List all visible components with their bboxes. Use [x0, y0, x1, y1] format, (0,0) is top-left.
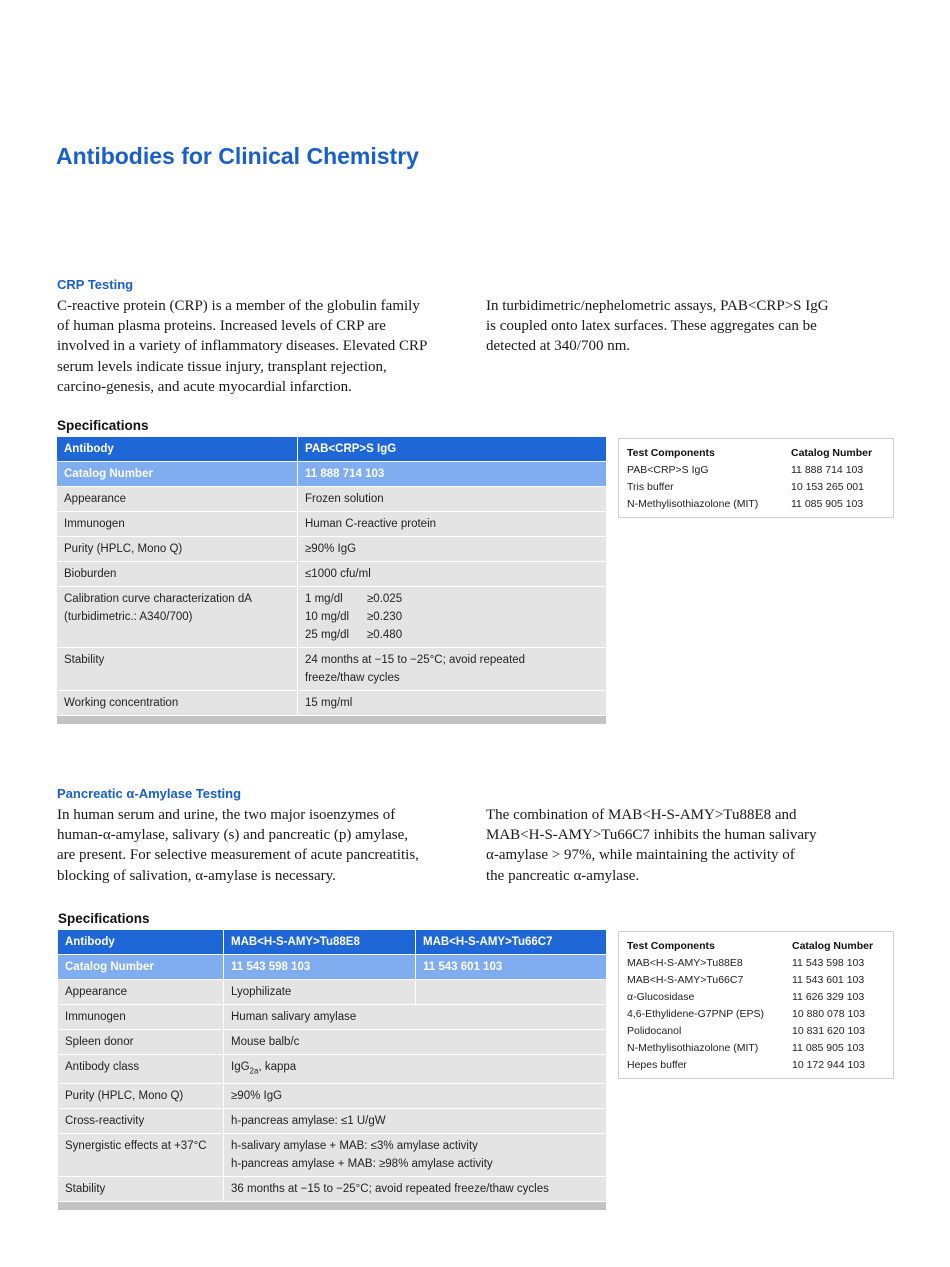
table-footer-bar	[57, 716, 606, 724]
immunogen-label: Immunogen	[57, 512, 298, 537]
calibration-values	[298, 587, 606, 648]
table-row	[619, 1040, 893, 1057]
table-row	[619, 1023, 893, 1040]
antibody-label: Antibody	[57, 437, 298, 462]
table-row	[619, 479, 893, 496]
class-value	[224, 1055, 606, 1084]
table-row	[619, 1057, 893, 1078]
text-line: human-α-amylase, salivary (s) and pancreatic (p) amylase,	[57, 827, 409, 844]
component-name: N-Methylisothiazolone (MIT)	[627, 498, 759, 510]
text-line: The combination of MAB<H-S-AMY>Tu88E8 and	[486, 807, 797, 823]
crp-intro-right	[486, 296, 829, 357]
calibration-row	[305, 626, 600, 644]
component-number: 11 085 905 103	[791, 498, 864, 510]
component-number: 10 172 944 103	[792, 1059, 865, 1071]
components-col-header: Test Components	[627, 447, 715, 459]
catalog-value: 11 888 714 103	[298, 462, 606, 487]
component-number: 10 153 265 001	[791, 481, 864, 493]
calibration-label	[57, 587, 298, 648]
antibody-label: Antibody	[58, 930, 224, 955]
table-row	[619, 496, 893, 517]
appearance-label: Appearance	[57, 487, 298, 512]
catalog-col-header: Catalog Number	[792, 940, 874, 952]
stability-value	[298, 648, 606, 691]
component-name: 4,6-Ethylidene-G7PNP (EPS)	[627, 1008, 764, 1020]
appearance-label: Appearance	[58, 980, 224, 1005]
table-row	[57, 487, 606, 512]
text-line: involved in a variety of inflammatory diseases. Elevated CRP	[57, 338, 428, 355]
component-number: 11 888 714 103	[791, 464, 864, 476]
table-row	[58, 1055, 606, 1084]
empty-cell	[416, 980, 606, 1005]
purity-label: Purity (HPLC, Mono Q)	[57, 537, 298, 562]
component-name: Polidocanol	[627, 1025, 682, 1037]
table-row	[58, 930, 606, 955]
spleen-label: Spleen donor	[58, 1030, 224, 1055]
stability-line: 24 months at −15 to −25°C; avoid repeated	[305, 654, 526, 666]
appearance-value: Lyophilizate	[224, 980, 416, 1005]
table-row	[619, 989, 893, 1006]
amylase-components-box	[618, 931, 894, 1079]
table-row	[58, 980, 606, 1005]
amylase-heading: Pancreatic α-Amylase Testing	[57, 786, 242, 801]
component-name: Hepes buffer	[627, 1059, 687, 1071]
catalog-a: 11 543 598 103	[224, 955, 416, 980]
text-line: detected at 340/700 nm.	[486, 338, 631, 355]
class-label: Antibody class	[58, 1055, 224, 1084]
antibody-a: MAB<H-S-AMY>Tu88E8	[224, 930, 416, 955]
catalog-label: Catalog Number	[58, 955, 224, 980]
table-row	[58, 1084, 606, 1109]
table-row	[58, 1134, 606, 1177]
components-col-header: Test Components	[627, 940, 715, 952]
synergistic-line: h-pancreas amylase + MAB: ≥98% amylase activity	[231, 1158, 493, 1171]
amylase-spec-label: Specifications	[58, 911, 150, 926]
component-number: 11 626 329 103	[792, 991, 865, 1003]
table-row	[57, 587, 606, 648]
table-header	[619, 439, 893, 462]
component-name: Tris buffer	[627, 481, 674, 493]
cross-value: h-pancreas amylase: ≤1 U/gW	[224, 1109, 606, 1134]
calibration-label-line: (turbidimetric.: A340/700)	[64, 611, 193, 623]
text-line: blocking of salivation, α-amylase is necessary.	[57, 867, 336, 884]
synergistic-line: h-salivary amylase + MAB: ≤3% amylase activity	[231, 1140, 478, 1153]
table-row	[57, 648, 606, 691]
table-row	[58, 1030, 606, 1055]
cross-label: Cross-reactivity	[58, 1109, 224, 1134]
table-row	[57, 512, 606, 537]
crp-spec-label: Specifications	[57, 418, 149, 433]
component-name: MAB<H-S-AMY>Tu88E8	[627, 957, 743, 969]
synergistic-label: Synergistic effects at +37°C	[58, 1134, 224, 1177]
table-row	[619, 972, 893, 989]
stability-value: 36 months at −15 to −25°C; avoid repeated freeze/thaw cycles	[224, 1177, 606, 1202]
table-row	[57, 691, 606, 716]
component-number: 10 831 620 103	[792, 1025, 865, 1037]
immunogen-value: Human C-reactive protein	[298, 512, 606, 537]
table-row	[57, 462, 606, 487]
component-name: N-Methylisothiazolone (MIT)	[627, 1042, 759, 1054]
table-row	[58, 1005, 606, 1030]
text-line: serum levels indicate tissue injury, transplant rejection,	[57, 358, 387, 375]
immunogen-value: Human salivary amylase	[224, 1005, 606, 1030]
calibration-label-line: Calibration curve characterization dA	[64, 593, 252, 605]
table-header	[619, 932, 893, 955]
text-line: C-reactive protein (CRP) is a member of the globulin family	[57, 298, 420, 314]
calibration-row	[305, 590, 600, 608]
immunogen-label: Immunogen	[58, 1005, 224, 1030]
table-row	[57, 562, 606, 587]
appearance-value: Frozen solution	[298, 487, 606, 512]
calibration-conc: 1 mg/dl	[305, 593, 343, 605]
calibration-val: ≥0.480	[367, 629, 403, 641]
table-row	[619, 955, 893, 972]
component-number: 11 543 598 103	[792, 957, 865, 969]
crp-components-box	[618, 438, 894, 518]
table-row	[57, 537, 606, 562]
amylase-spec-table	[58, 930, 606, 1210]
text-line: are present. For selective measurement of acute pancreatitis,	[57, 847, 419, 864]
catalog-label: Catalog Number	[57, 462, 298, 487]
text-line: is coupled onto latex surfaces. These aggregates can be	[486, 318, 817, 335]
crp-intro-left	[57, 296, 427, 397]
synergistic-value	[224, 1134, 606, 1177]
text-line: In human serum and urine, the two major isoenzymes of	[57, 807, 396, 823]
calibration-conc: 10 mg/dl	[305, 611, 350, 623]
amylase-intro-right	[486, 805, 817, 886]
class-value-base: IgG	[231, 1061, 250, 1073]
calibration-row	[305, 608, 600, 626]
component-number: 10 880 078 103	[792, 1008, 865, 1020]
table-row	[58, 1177, 606, 1202]
class-value-subscript: 2a	[249, 1066, 259, 1076]
table-footer-bar	[58, 1202, 606, 1210]
table-row	[58, 1109, 606, 1134]
stability-label: Stability	[57, 648, 298, 691]
crp-heading: CRP Testing	[57, 277, 134, 292]
crp-spec-table	[57, 437, 606, 724]
purity-value: ≥90% IgG	[224, 1084, 606, 1109]
stability-line: freeze/thaw cycles	[305, 672, 400, 684]
antibody-b: MAB<H-S-AMY>Tu66C7	[416, 930, 606, 955]
table-row	[57, 437, 606, 462]
component-number: 11 085 905 103	[792, 1042, 865, 1054]
purity-label: Purity (HPLC, Mono Q)	[58, 1084, 224, 1109]
stability-label: Stability	[58, 1177, 224, 1202]
catalog-col-header: Catalog Number	[791, 447, 873, 459]
amylase-intro-left	[57, 805, 419, 886]
calibration-conc: 25 mg/dl	[305, 629, 350, 641]
purity-value: ≥90% IgG	[298, 537, 606, 562]
page-title: Antibodies for Clinical Chemistry	[56, 143, 419, 169]
text-line: In turbidimetric/nephelometric assays, PAB<CRP>S IgG	[486, 298, 829, 314]
working-value: 15 mg/ml	[298, 691, 606, 716]
text-line: of human plasma proteins. Increased levels of CRP are	[57, 318, 386, 335]
class-value-suffix: , kappa	[258, 1061, 297, 1073]
text-line: carcino-genesis, and acute myocardial infarction.	[57, 378, 352, 395]
bioburden-value: ≤1000 cfu/ml	[298, 562, 606, 587]
text-line: MAB<H-S-AMY>Tu66C7 inhibits the human salivary	[486, 827, 817, 844]
antibody-value: PAB<CRP>S IgG	[298, 437, 606, 462]
calibration-val: ≥0.025	[367, 593, 403, 605]
component-name: MAB<H-S-AMY>Tu66C7	[627, 974, 744, 986]
table-row	[619, 462, 893, 479]
bioburden-label: Bioburden	[57, 562, 298, 587]
component-name: α-Glucosidase	[627, 991, 695, 1003]
table-row	[619, 1006, 893, 1023]
table-row	[58, 955, 606, 980]
component-number: 11 543 601 103	[792, 974, 865, 986]
spleen-value: Mouse balb/c	[224, 1030, 606, 1055]
text-line: the pancreatic α-amylase.	[486, 867, 640, 884]
catalog-b: 11 543 601 103	[416, 955, 606, 980]
working-label: Working concentration	[57, 691, 298, 716]
calibration-val: ≥0.230	[367, 611, 403, 623]
component-name: PAB<CRP>S IgG	[627, 464, 709, 476]
text-line: α-amylase > 97%, while maintaining the activity of	[486, 847, 795, 864]
